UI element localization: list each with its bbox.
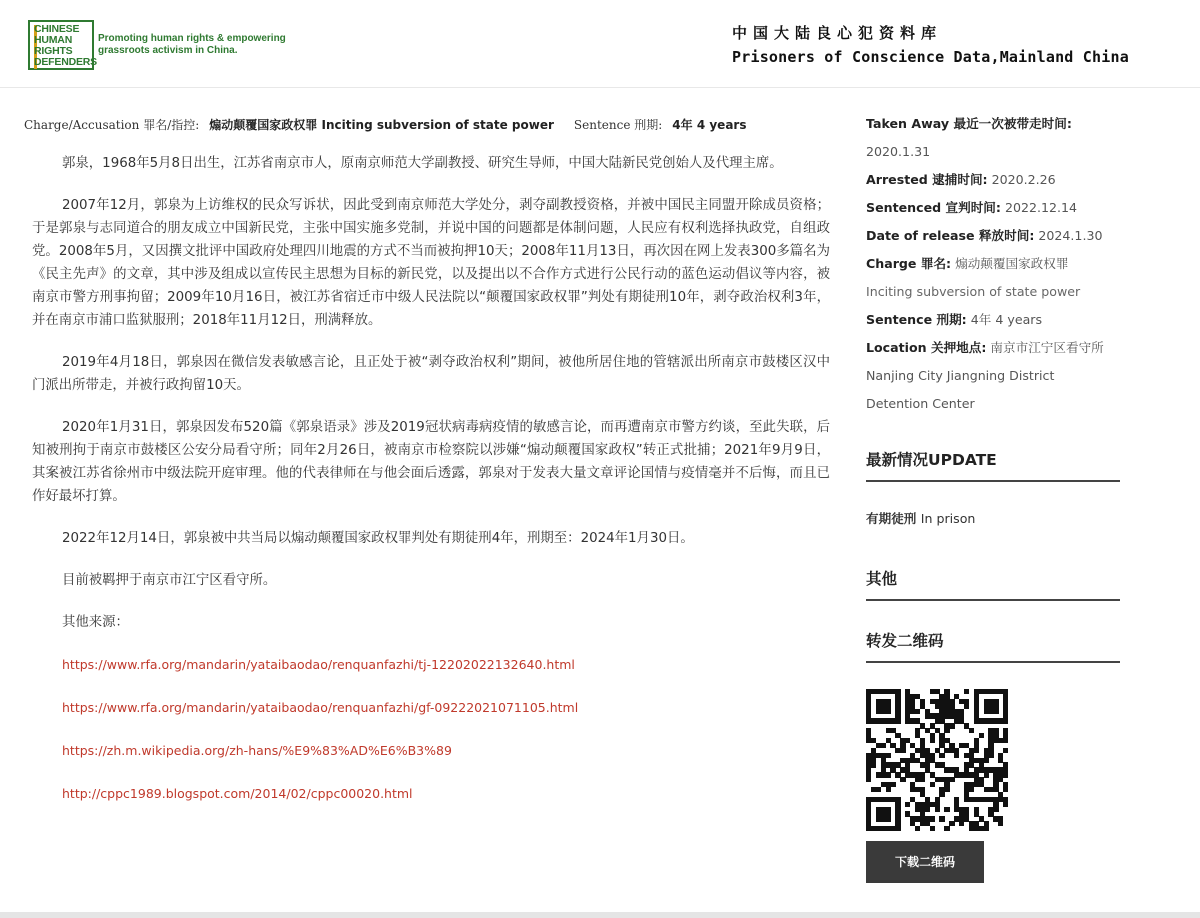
site-header [0,0,1200,88]
qr-module [871,762,876,767]
qr-module [900,777,905,782]
source-link[interactable]: https://zh.m.wikipedia.org/zh-hans/%E9%83%AD%E6%B3%89 [62,743,452,758]
logo-line-4: DEFENDERS [34,56,97,68]
paragraph-2007: 2007年12月，郭泉为上访维权的民众写诉状，因此受到南京师范大学处分，剥夺副教授资格，并被中国民主同盟开除成员资格；于是郭泉与志同道合的朋友成立中国新民党，主张中国实施多党制，并说中国的问题都是体制问题，人民应有权利选择执政党，自组政党。2008年5月，又因撰文批评中国政府处理四川地震的方式不当而被拘押10天；2008年11月13日，再次因在网上发表300多篇名为《民主先声》的文章，其中涉及组成以宣传民主思想为目标的新民党，以及提出以不合作方式进行公民行动的蓝色运动倡议等内容，被南京市警方刑事拘留；2009年10月16日，被江苏省宿迁市中级人民法院以“颠覆国家政权罪”判处有期徒刑10年，剥夺政治权利3年，并在南京市浦口监狱服刑；2018年11月12日，刑满释放。 [32,198,830,328]
qr-module [959,821,964,826]
qr-module [984,772,989,777]
paragraph-current: 目前被羁押于南京市江宁区看守所。 [62,573,277,588]
qr-heading: 转发二维码 [866,629,1120,663]
qr-module [930,826,935,831]
release-field [866,222,1120,250]
site-title-chinese: 中国大陆良心犯资料库 [732,24,943,42]
sentenced-value: 2022.12.14 [1004,200,1078,215]
qr-module [949,821,954,826]
qr-module [1003,718,1008,723]
charge-field [866,250,1120,278]
logo-line-2: HUMAN [34,34,73,46]
chrd-logo[interactable] [28,20,308,70]
charge-label: Charge/Accusation 罪名/指控: [24,118,200,132]
sidebar-charge-label: Charge 罪名: [866,256,952,271]
qr-module [993,709,998,714]
qr-module [1003,738,1008,743]
release-value: 2024.1.30 [1038,228,1103,243]
taken-away-label: Taken Away 最近一次被带走时间: [866,116,1072,131]
qr-module [905,802,910,807]
logo-tagline: Promoting human rights & empowering grassroots activism in China. [98,33,286,56]
qr-module [974,748,979,753]
download-qr-button[interactable]: 下载二维码 [866,841,984,883]
case-meta-row [24,110,834,140]
qr-module [998,821,1003,826]
release-label: Date of release 释放时间: [866,228,1035,243]
qr-module [1003,802,1008,807]
qr-module [930,782,935,787]
source-link[interactable]: http://cppc1989.blogspot.com/2014/02/cppc00020.html [62,786,413,801]
sentence-field [866,306,1120,334]
paragraph-2020: 2020年1月31日，郭泉因发布520篇《郭泉语录》涉及2019冠状病毒病疫情的敏感言论，而再遭南京市警方约谈，至此失联，后知被刑拘于南京市鼓楼区公安分局看守所；同年2月26日，被南京市检察院以涉嫌“煽动颠覆国家政权”转正式批捕；2021年9月9日，其案被江苏省徐州市中级法院开庭审理。他的代表律师在与他会面后透露，郭泉对于发表大量文章评论国情与疫情毫并不后悔，而且已作好最坏打算。 [32,420,830,504]
qr-module [979,733,984,738]
paragraph-bio: 郭泉，1968年5月8日出生，江苏省南京市人，原南京师范大学副教授、研究生导师，中国大陆新民党创始人及代理主席。 [62,156,783,171]
qr-module [915,709,920,714]
qr-module [949,777,954,782]
paragraph-2022: 2022年12月14日，郭泉被中共当局以煽动颠覆国家政权罪判处有期徒刑4年，刑期至：2024年1月30日。 [62,531,694,546]
qr-module [886,753,891,758]
qr-module [886,772,891,777]
status-cn: 有期徒刑 [866,511,917,526]
qr-module [895,718,900,723]
qr-module [984,826,989,831]
qr-module [944,807,949,812]
source-link[interactable]: https://www.rfa.org/mandarin/yataibaodao/renquanfazhi/tj-12202022132640.html [62,657,575,672]
taken-away-value: 2020.1.31 [866,144,931,159]
arrested-value: 2020.2.26 [991,172,1056,187]
qr-module [930,816,935,821]
qr-module [944,826,949,831]
qr-module [886,787,891,792]
logo-line-3: RIGHTS [34,45,73,57]
case-sidebar [866,110,1120,883]
location-value: 南京市江宁区看守所 [990,340,1104,355]
qr-module [886,816,891,821]
qr-module [954,753,959,758]
qr-module [1003,787,1008,792]
sidebar-sentence-label: Sentence 刑期: [866,312,967,327]
other-heading: 其他 [866,567,1120,601]
sentenced-field [866,194,1120,222]
paragraph-sources: 其他来源： [62,615,129,630]
arrested-label: Arrested 逮捕时间: [866,172,988,187]
paragraph-2019: 2019年4月18日，郭泉因在微信发表敏感言论，且正处于被“剥夺政治权利”期间，被他所居住地的管辖派出所南京市鼓楼区汉中门派出所带走，并被行政拘留10天。 [32,355,830,393]
update-heading: 最新情况UPDATE [866,448,1120,482]
qr-module [944,787,949,792]
location-value-en: Nanjing City Jiangning District Detention Center [866,368,1055,411]
qr-module [1003,772,1008,777]
location-label: Location 关押地点: [866,340,987,355]
sidebar-sentence-value: 4年 4 years [970,312,1043,327]
qr-module [890,782,895,787]
qr-module [920,777,925,782]
qr-module [969,787,974,792]
sentence-label: Sentence 刑期: [573,118,663,132]
qr-module [930,738,935,743]
chrd-logo-mark [28,20,97,70]
qr-module [939,816,944,821]
logo-line-1: CHINESE [34,23,80,35]
qr-module [876,787,881,792]
qr-module [988,753,993,758]
qr-module [939,792,944,797]
qr-module [949,723,954,728]
qr-module [964,704,969,709]
qr-module [881,743,886,748]
qr-module [993,807,998,812]
qr-module [886,709,891,714]
qr-module [935,807,940,812]
charge-value: 煽动颠覆国家政权罪 Inciting subversion of state power [209,118,554,132]
qr-module [964,689,969,694]
qr-module [915,826,920,831]
sentenced-label: Sentenced 宣判时间: [866,200,1001,215]
qr-module [1003,748,1008,753]
site-title-english: Prisoners of Conscience Data,Mainland China [732,48,1129,66]
arrested-field [866,166,1120,194]
qr-module [944,728,949,733]
location-field [866,334,1120,418]
qr-module [969,728,974,733]
main-content [24,110,834,825]
article-body [24,152,830,805]
sidebar-charge-value-en: Inciting subversion of state power [866,284,1081,299]
qr-module [925,807,930,812]
qr-module [895,826,900,831]
status-text [866,508,1120,527]
share-qr-code [866,689,1008,831]
sentence-value: 4年 4 years [672,118,747,132]
status-en: In prison [920,511,976,526]
qr-module [984,758,989,763]
sidebar-charge-value: 煽动颠覆国家政权罪 [955,256,1069,271]
qr-module [900,748,905,753]
source-link[interactable]: https://www.rfa.org/mandarin/yataibaodao/renquanfazhi/gf-09222021071105.html [62,700,579,715]
taken-away-field [866,110,1120,166]
qr-module [866,777,871,782]
qr-module [939,753,944,758]
page-bottom-edge [0,912,1200,918]
